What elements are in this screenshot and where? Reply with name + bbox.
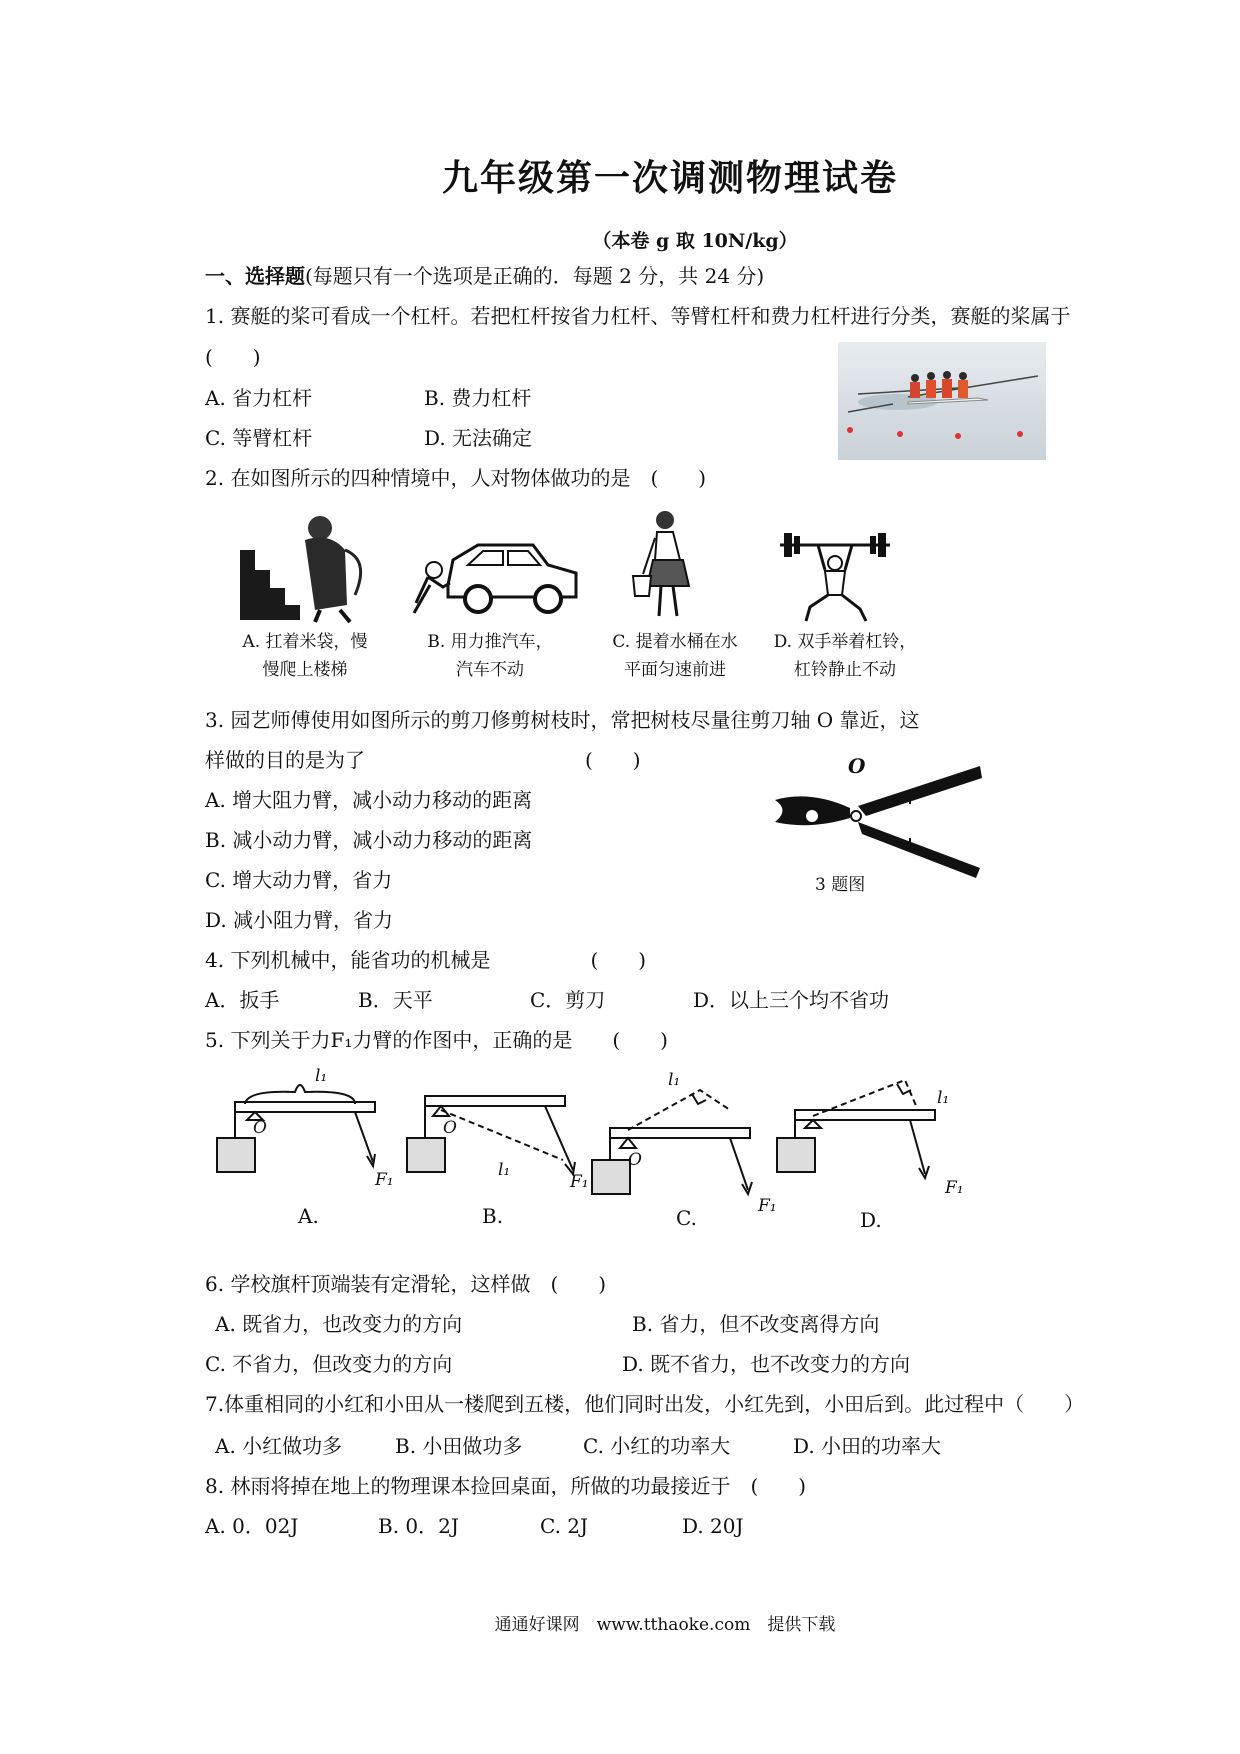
- q2-caption-c-line2: 平面匀速前进: [624, 660, 726, 680]
- q5-figure-b: [395, 1070, 595, 1220]
- q3-pivot-label: O: [848, 754, 866, 778]
- q2-caption-c-line1: C. 提着水桶在水: [612, 632, 738, 652]
- q2-figure-d-barbell: [770, 525, 900, 625]
- q3-stem-line1: 3. 园艺师傅使用如图所示的剪刀修剪树枝时，常把树枝尽量往剪刀轴 O 靠近，这: [205, 708, 920, 732]
- q3-figure-label: 3 题图: [815, 875, 866, 895]
- q7-stem: 7.体重相同的小红和小田从一楼爬到五楼，他们同时出发，小红先到，小田后到。此过程中（ ）: [205, 1392, 1085, 1416]
- q5-option-d: D.: [860, 1208, 882, 1232]
- q8-option-d: D. 20J: [682, 1514, 744, 1538]
- q6-option-b: B. 省力，但不改变离得方向: [632, 1312, 880, 1336]
- q3-scissors-figure: [770, 760, 985, 880]
- q5-c-pivot-label: O: [628, 1150, 642, 1170]
- q5-option-a: A.: [298, 1204, 319, 1228]
- q5-d-arm-label: l₁: [937, 1088, 950, 1108]
- q5-b-arm-label: l₁: [498, 1160, 511, 1180]
- q2-caption-b-line1: B. 用力推汽车，: [427, 632, 553, 652]
- q2-caption-d: [760, 628, 930, 684]
- q2-figure-b-car: [408, 515, 578, 625]
- q3-option-d: D. 减小阻力臂，省力: [205, 908, 394, 932]
- q5-c-force-label: F₁: [758, 1196, 777, 1216]
- q7-option-c: C. 小红的功率大: [583, 1434, 731, 1458]
- q2-caption-b: [415, 628, 565, 684]
- q5-b-pivot-label: O: [443, 1118, 457, 1138]
- q3-option-b: B. 减小动力臂，减小动力移动的距离: [205, 828, 533, 852]
- q2-figure-c-bucket: [625, 508, 695, 628]
- q8-stem: 8. 林雨将掉在地上的物理课本捡回桌面，所做的功最接近于 ( ): [205, 1474, 807, 1498]
- q8-option-a: A. 0．02J: [205, 1514, 299, 1538]
- q4-stem: 4. 下列机械中，能省功的机械是 ( ): [205, 948, 647, 972]
- q5-a-force-label: F₁: [375, 1170, 394, 1190]
- q5-option-c: C.: [676, 1206, 697, 1230]
- q4-option-a: A．扳手: [205, 988, 280, 1012]
- q5-a-pivot-label: O: [253, 1118, 267, 1138]
- q1-option-a: A. 省力杠杆: [205, 386, 313, 410]
- q2-caption-c: [600, 628, 750, 684]
- q2-caption-a-line2: 慢爬上楼梯: [262, 660, 348, 680]
- page-subtitle: （本卷 g 取 10N/kg）: [592, 230, 798, 252]
- q5-c-arm-label: l₁: [668, 1070, 681, 1090]
- q8-option-b: B. 0．2J: [378, 1514, 459, 1538]
- q5-b-force-label: F₁: [570, 1172, 589, 1192]
- q3-option-a: A. 增大阻力臂，减小动力移动的距离: [205, 788, 533, 812]
- q5-option-b: B.: [482, 1204, 504, 1228]
- q5-figure-a: [205, 1070, 405, 1220]
- q1-option-d: D. 无法确定: [424, 426, 533, 450]
- q6-option-a: A. 既省力，也改变力的方向: [215, 1312, 463, 1336]
- q1-stem: 1. 赛艇的桨可看成一个杠杆。若把杠杆按省力杠杆、等臂杠杆和费力杠杆进行分类，赛艇的桨属于: [205, 304, 1071, 328]
- q2-stem: 2. 在如图所示的四种情境中，人对物体做功的是 ( ): [205, 466, 707, 490]
- q5-stem: 5. 下列关于力F₁力臂的作图中，正确的是 ( ): [205, 1028, 668, 1052]
- rowing-boat-image: [838, 342, 1046, 460]
- q2-caption-a-line1: A. 扛着米袋，慢: [242, 632, 368, 652]
- q3-option-c: C. 增大动力臂，省力: [205, 868, 393, 892]
- q2-caption-a: [230, 628, 380, 684]
- q2-caption-d-line1: D. 双手举着杠铃，: [773, 632, 917, 652]
- q5-figure-d: [765, 1070, 965, 1220]
- q7-option-a: A. 小红做功多: [215, 1434, 343, 1458]
- page-title: 九年级第一次调测物理试卷: [441, 157, 898, 199]
- q3-stem-line2: 样做的目的是为了 ( ): [205, 748, 641, 772]
- q5-a-arm-label: l₁: [315, 1066, 328, 1086]
- section-title: 一、选择题: [205, 264, 305, 288]
- q7-option-d: D. 小田的功率大: [793, 1434, 942, 1458]
- q6-option-d: D. 既不省力，也不改变力的方向: [622, 1352, 911, 1376]
- q1-option-c: C. 等臂杠杆: [205, 426, 313, 450]
- q6-stem: 6. 学校旗杆顶端装有定滑轮，这样做 ( ): [205, 1272, 607, 1296]
- q6-option-c: C. 不省力，但改变力的方向: [205, 1352, 453, 1376]
- q2-caption-b-line2: 汽车不动: [456, 660, 524, 680]
- q5-d-force-label: F₁: [945, 1178, 964, 1198]
- q1-answer-blank: ( ): [205, 345, 261, 369]
- q1-option-b: B. 费力杠杆: [424, 386, 532, 410]
- q2-figure-a-stairs: [235, 510, 375, 625]
- q4-option-d: D．以上三个均不省功: [693, 988, 890, 1012]
- section-heading: [205, 262, 764, 290]
- q7-option-b: B. 小田做功多: [395, 1434, 523, 1458]
- q8-option-c: C. 2J: [540, 1514, 589, 1538]
- q4-option-b: B．天平: [358, 988, 433, 1012]
- footer-source: 通通好课网 www.tthaoke.com 提供下载: [494, 1615, 836, 1635]
- section-note: (每题只有一个选项是正确的．每题 2 分，共 24 分): [305, 264, 765, 288]
- q2-caption-d-line2: 杠铃静止不动: [794, 660, 896, 680]
- q4-option-c: C．剪刀: [530, 988, 606, 1012]
- q5-figure-c: [580, 1070, 780, 1220]
